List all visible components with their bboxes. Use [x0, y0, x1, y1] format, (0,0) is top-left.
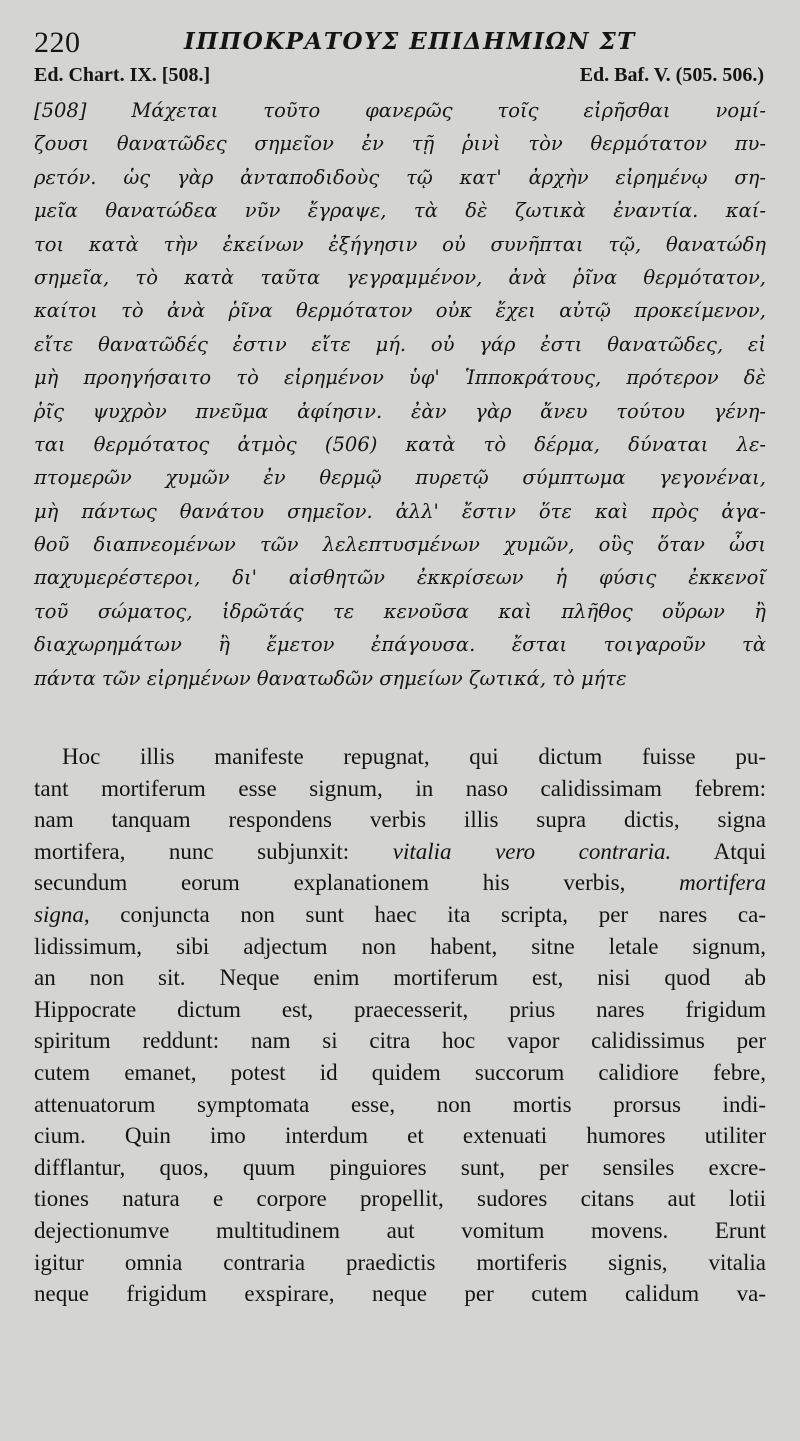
greek-text-line: μεῖα θανατώδεα νῦν ἔγραψε, τὰ δὲ ζωτικὰ ἐναντία. καί- — [34, 199, 766, 223]
page-number: 220 — [34, 26, 81, 59]
running-title: ΙΠΠΟΚΡΑΤΟΥΣ ΕΠΙΔΗΜΙΩΝ ΣΤ — [184, 28, 636, 55]
latin-text-line — [34, 899, 766, 931]
section-gap — [34, 695, 766, 741]
latin-text-line — [34, 1025, 766, 1057]
greek-text-line: σημεῖα, τὸ κατὰ ταῦτα γεγραμμένον, ἀνὰ ῥῖνα θερμότατον, — [34, 265, 766, 289]
latin-translation-block — [34, 741, 766, 1310]
latin-text-line — [34, 836, 766, 868]
greek-text-line: παχυμερέστεροι, δι' αἰσθητῶν ἐκκρίσεων ἡ φύσις ἐκκενοῖ — [34, 566, 766, 590]
text-segment: spiritum reddunt: nam si citra hoc vapor calidissimus per — [34, 1028, 766, 1054]
latin-text-line — [34, 804, 766, 836]
latin-text-line — [34, 931, 766, 963]
greek-text-line: ται θερμότατος ἀτμὸς (506) κατὰ τὸ δέρμα, δύναται λε- — [34, 432, 766, 456]
greek-text-line: ῥῖς ψυχρὸν πνεῦμα ἀφίησιν. ἐὰν γὰρ ἄνευ τούτου γένη- — [34, 399, 766, 423]
greek-text-line: μὴ προηγήσαιτο τὸ εἰρημένον ὑφ' Ἱπποκράτους, πρότερον δὲ — [34, 366, 766, 390]
text-segment: nam tanquam respondens verbis illis supra dictis, signa — [34, 807, 766, 833]
text-segment: neque frigidum exspirare, neque per cutem calidum va- — [34, 1281, 766, 1307]
greek-text-line: τοι κατὰ τὴν ἐκείνων ἐξήγησιν οὐ συνῆπται τῷ, θανατώδη — [34, 232, 766, 256]
greek-text-line: πτομερῶν χυμῶν ἐν θερμῷ πυρετῷ σύμπτωμα γεγονέναι, — [34, 466, 766, 490]
text-segment: tant mortiferum esse signum, in naso calidissimam febrem: — [34, 775, 766, 801]
italic-text-segment: signa — [34, 902, 84, 927]
text-segment: cutem emanet, potest id quidem succorum calidiore febre, — [34, 1059, 766, 1085]
greek-text-line: ρετόν. ὡς γὰρ ἀνταποδιδοὺς τῷ κατ' ἀρχὴν εἰρημένῳ ση- — [34, 165, 766, 189]
latin-text-line — [34, 1152, 766, 1184]
text-segment: igitur omnia contraria praedictis mortiferis signis, vitalia — [34, 1249, 766, 1275]
greek-text-line: καίτοι τὸ ἀνὰ ῥῖνα θερμότατον οὐκ ἔχει αὐτῷ προκείμενον, — [34, 299, 766, 323]
text-segment: Hoc illis manifeste repugnat, qui dictum fuisse pu- — [62, 744, 766, 770]
text-segment: an non sit. Neque enim mortiferum est, nisi quod ab — [34, 965, 766, 991]
text-segment: tiones natura e corpore propellit, sudores citans aut lotii — [34, 1186, 766, 1212]
text-segment: difflantur, quos, quum pinguiores sunt, per sensiles excre- — [34, 1154, 766, 1180]
text-segment: cium. Quin imo interdum et extenuati humores utiliter — [34, 1123, 766, 1149]
edition-basel-reference: Ed. Baf. V. (505. 506.) — [579, 64, 764, 86]
edition-chartier-reference: Ed. Chart. IX. [508.] — [34, 64, 211, 86]
italic-text-segment: vitalia vero contraria. — [392, 838, 672, 864]
latin-text-line — [34, 1057, 766, 1089]
text-segment: attenuatorum symptomata esse, non mortis prorsus indi- — [34, 1091, 766, 1117]
latin-text-line — [34, 1120, 766, 1152]
text-segment: secundum eorum explanationem his verbis, — [34, 870, 680, 896]
text-segment: mortifera, nunc subjunxit: — [34, 838, 393, 864]
latin-text-line — [34, 773, 766, 805]
greek-text-line: μὴ πάντως θανάτου σημεῖον. ἀλλ' ἔστιν ὅτε καὶ πρὸς ἀγα- — [34, 499, 766, 523]
greek-text-line: ζουσι θανατῶδες σημεῖον ἐν τῇ ῥινὶ τὸν θερμότατον πυ- — [34, 132, 766, 156]
latin-text-line — [34, 1215, 766, 1247]
text-segment: Atqui — [671, 838, 766, 864]
latin-text-line — [34, 741, 766, 773]
latin-text-line — [34, 1183, 766, 1215]
greek-text-line: τοῦ σώματος, ἱδρῶτάς τε κενοῦσα καὶ πλῆθος οὔρων ἢ — [34, 599, 766, 623]
greek-text-block — [34, 94, 766, 695]
edition-references — [34, 62, 766, 92]
text-segment: dejectionumve multitudinem aut vomitum movens. Erunt — [34, 1217, 766, 1243]
greek-text-line: εἴτε θανατῶδές ἐστιν εἴτε μή. οὐ γάρ ἐστι θανατῶδες, εἰ — [34, 332, 766, 356]
latin-text-line — [34, 1247, 766, 1279]
latin-text-line — [34, 1278, 766, 1310]
italic-text-segment: mortifera — [679, 870, 766, 896]
text-segment: lidissimum, sibi adjectum non habent, sitne letale signum, — [34, 933, 766, 959]
latin-text-line — [34, 867, 766, 899]
greek-text-line: θοῦ διαπνεομένων τῶν λελεπτυσμένων χυμῶν, οὓς ὅταν ὦσι — [34, 533, 766, 557]
text-segment: , conjuncta non sunt haec ita scripta, per nares ca- — [83, 902, 766, 927]
greek-text-line: διαχωρημάτων ἢ ἔμετον ἐπάγουσα. ἔσται τοιγαροῦν τὰ — [34, 633, 766, 657]
greek-text-line: [508] Μάχεται τοῦτο φανερῶς τοῖς εἰρῆσθαι νομί- — [34, 99, 766, 122]
greek-text-line: πάντα τῶν εἰρημένων θανατωδῶν σημείων ζωτικά, τὸ μήτε — [34, 666, 627, 690]
latin-text-line — [34, 962, 766, 994]
text-segment: Hippocrate dictum est, praecesserit, prius nares frigidum — [34, 996, 766, 1022]
latin-text-line — [34, 1089, 766, 1121]
latin-text-line — [34, 994, 766, 1026]
running-head — [34, 22, 766, 62]
